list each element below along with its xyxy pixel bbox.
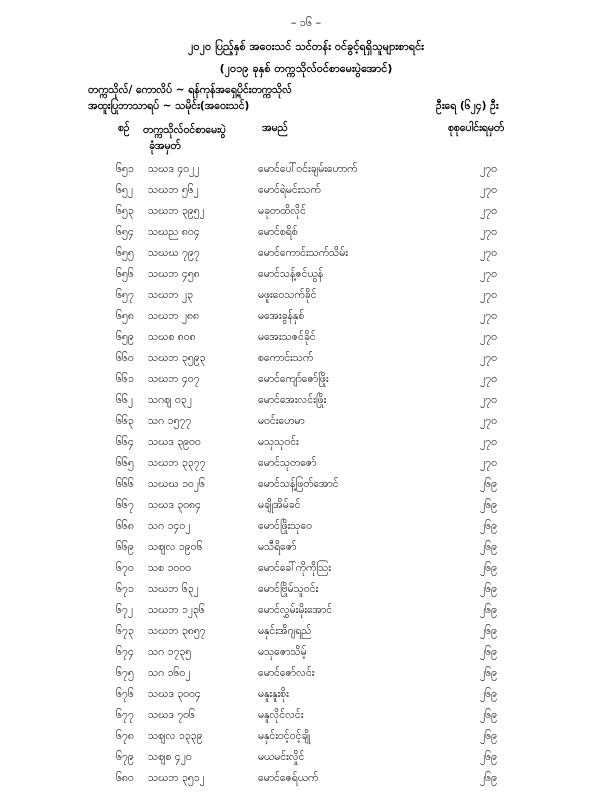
row-name: မနူလိုင်လင်း [258,709,304,721]
row-number: ၆၅၆ [116,268,134,280]
row-name: မောင်ကျော်ဇော်ဖြိုး [258,373,329,385]
row-name: မအေးသဇင်ခိုင် [258,331,316,343]
row-number: ၆၆၉ [116,541,134,553]
table-row [0,520,612,541]
table-row [0,604,612,625]
row-roll-number: သစ ၁၀၀၀ [148,562,192,574]
row-name: မောင်လွှမ်းမိုးအောင် [258,604,333,616]
major-line: အထူးပြုဘာသာရပ် ~ သမိုင်း(အဝေးသင်) [88,100,250,112]
table-row [0,625,612,646]
row-number: ၆၅၁ [116,163,134,175]
row-roll-number: သဃဘ ၄၅၈ [148,268,200,280]
table-row [0,541,612,562]
row-roll-number: သဃဘ ၁၂၃၆ [148,604,205,616]
table-row [0,667,612,688]
document-subtitle: (၂၀၁၉ ခုနှစ် တက္ကသိုလ်ဝင်စာမေးပွဲအောင်) [219,62,393,75]
row-roll-number: သဂ ၁၄၀၂ [148,520,191,532]
table-row [0,772,612,793]
column-header-roll-line2: ခုံအမှတ် [149,140,181,152]
row-number: ၆၇၃ [116,625,134,637]
row-amount: ၂၆၉ [480,478,497,490]
row-name: စကောင်းသက် [258,352,314,364]
row-roll-number: သဃဘ ၃၈၅၇ [148,625,206,637]
table-row [0,499,612,520]
row-amount: ၂၇၀ [480,163,497,175]
row-number: ၆၅၃ [116,205,134,217]
row-number: ၆၆၂ [116,394,133,406]
row-name: မသုဇောသိမ့် [258,646,307,658]
row-roll-number: သဃဘ ၆၃၂ [148,583,199,595]
row-roll-number: သဃဘ ၂၈၈ [148,310,199,322]
row-amount: ၂၆၉ [480,709,497,721]
row-roll-number: သဃည ၈၀၄ [148,226,200,238]
table-row [0,331,612,352]
row-roll-number: သဃဘ ၂၃ [148,289,193,301]
row-name: မနှင်းအိဂျရည် [258,625,312,637]
row-number: ၆၇၂ [116,604,133,616]
results-table [0,163,612,793]
row-amount: ၂၆၉ [480,730,497,742]
row-roll-number: သဈစ ၄၂၀ [148,751,192,763]
row-amount: ၂၇၀ [480,310,497,322]
table-row [0,310,612,331]
row-number: ၆၆၁ [116,373,134,385]
row-name: မောင်ရဲမင်းသက် [258,184,321,196]
column-header-no: စဉ် [118,122,130,134]
table-row [0,478,612,499]
row-number: ၆၅၅ [116,247,134,259]
column-header-name: အမည် [262,122,288,134]
row-number: ၆၅၂ [116,184,133,196]
document-title: ၂၀၂၀ ပြည့်နှစ် အဝေးသင် သင်တန်း ဝင်ခွင့်ရရှိသူများစာရင်း [188,40,424,53]
row-amount: ၂၆၉ [480,625,497,637]
row-number: ၆၅၇ [116,289,134,301]
row-number: ၆၆၇ [116,499,134,511]
row-name: မောင်သန့်ဖြတ်အောင် [258,478,339,490]
column-header-amount: စုစုပေါင်းရမှတ် [448,122,505,134]
row-name: မောင်စရိစ် [258,226,298,238]
table-row [0,352,612,373]
table-row [0,709,612,730]
row-roll-number: သဂဈ ၀၃၂ [148,394,192,406]
row-amount: ၂၆၉ [480,520,497,532]
row-roll-number: သဃဘ ၃၉၅၂ [148,205,205,217]
row-roll-number: သဃဘ ၄၀၇ [148,373,200,385]
row-amount: ၂၆၉ [480,667,497,679]
row-roll-number: သဃဘ ၃၅၉၃ [148,352,206,364]
row-name: မဖူးဝေသက်ခိုင် [258,289,317,301]
row-number: ၆၇၇ [116,709,134,721]
row-roll-number: သဃဘ ၅၆၂ [148,184,199,196]
table-row [0,730,612,751]
table-row [0,562,612,583]
row-roll-number: သဃဒ ၇၀၆ [148,709,195,721]
row-roll-number: သဃဘ ၃၃၇၇ [148,457,206,469]
column-header-roll-line1: တက္ကသိုလ်ဝင်စာမေးပွဲ [143,124,226,136]
row-amount: ၂၇၀ [480,268,497,280]
table-row [0,457,612,478]
row-amount: ၂၇၀ [480,352,497,364]
table-row [0,226,612,247]
row-name: မောင်သန့်ဇင်ယွန် [258,268,324,280]
row-amount: ၂၇၀ [480,226,497,238]
row-name: မယမင်းလှိုင် [258,751,305,763]
row-name: မနူးနူးစိုး [258,688,289,700]
table-row [0,247,612,268]
row-number: ၆၆၅ [116,457,134,469]
row-number: ၆၇၅ [116,667,134,679]
row-name: မောင်ကောင်းသက်သိမ်း [258,247,348,259]
row-number: ၆၇၆ [116,688,134,700]
row-amount: ၂၆၉ [480,562,497,574]
row-name: မောင်ပေါ်ဝင်းချမ်းဟောက် [258,163,358,175]
row-name: မောင်ဇေရ်ယက် [258,772,319,784]
row-amount: ၂၇၀ [480,394,497,406]
table-row [0,646,612,667]
row-amount: ၂၆၉ [480,646,497,658]
table-row [0,394,612,415]
row-roll-number: သဃဒ ၄၀၂၂ [148,163,200,175]
row-name: မချိုအိမ်ခင် [258,499,301,511]
total-count: ဦးရေ (၆၂၄) ဦး [436,100,499,112]
row-number: ၆၅၈ [116,310,134,322]
row-roll-number: သဃဒ ၃၉၀၀ [148,436,201,448]
row-amount: ၂၆၉ [480,772,497,784]
row-amount: ၂၇၀ [480,415,497,427]
row-roll-number: သဃစ ၈၀၈ [148,331,196,343]
table-row [0,415,612,436]
row-name: မောင်အေးလင်းဖြိုး [258,394,327,406]
row-number: ၆၇၉ [116,751,134,763]
row-roll-number: သဂ ၁၆၀၂ [148,667,191,679]
row-number: ၆၆၄ [116,436,134,448]
table-row [0,436,612,457]
row-number: ၆၆၀ [116,352,134,364]
table-row [0,583,612,604]
row-name: မသုသုဝင်း [258,436,299,448]
row-number: ၆၆၈ [116,520,134,532]
table-row [0,184,612,205]
row-name: မောင်ဖြိုးသုဝေ [258,520,313,532]
row-roll-number: သဃဃ ၇၉၇ [148,247,200,259]
row-amount: ၂၇၀ [480,373,497,385]
row-amount: ၂၆၉ [480,499,497,511]
row-amount: ၂၆၉ [480,583,497,595]
row-amount: ၂၆၉ [480,604,497,616]
row-name: မောင်ခေါ်ကိုကိုဩး [258,562,331,574]
row-name: မဝင်းဟေမာ [258,415,305,427]
row-amount: ၂၇၀ [480,331,497,343]
row-amount: ၂၇၀ [480,457,497,469]
row-roll-number: သဃဒ ၃၀၀၄ [148,688,201,700]
table-row [0,163,612,184]
row-number: ၆၇၄ [116,646,134,658]
row-amount: ၂၇၀ [480,205,497,217]
row-name: မောင်ဇော်လင်း [258,667,315,679]
row-number: ၆၇၀ [116,562,134,574]
row-roll-number: သဃဘ ၃၅၁၂ [148,772,205,784]
row-amount: ၂၇၀ [480,436,497,448]
page-number: – ၁၆ – [290,16,322,29]
row-number: ၆၇၁ [116,583,134,595]
row-name: မခုတထိလိုင် [258,205,306,217]
row-number: ၆၇၈ [116,730,134,742]
row-number: ၆၅၉ [116,331,134,343]
row-roll-number: သဂ ၁၅၇၇ [148,415,192,427]
row-name: မောင်သုတဇော် [258,457,317,469]
row-name: မနှင်းဝင့်ဝင့်ချို [258,730,311,742]
row-roll-number: သဂ ၁၇၃၅ [148,646,192,658]
row-number: ၆၅၄ [116,226,134,238]
row-name: မောင်ဗြိုမ်သူဝင်း [258,583,319,595]
row-name: မအေးခွန်နှစ် [258,310,305,322]
table-row [0,751,612,772]
row-amount: ၂၆၉ [480,688,497,700]
row-roll-number: သဃဃ ၁၀၂၆ [148,478,205,490]
row-number: ၆၈၀ [116,772,134,784]
row-roll-number: သဈလ ၁၃၃၉ [148,730,203,742]
table-row [0,289,612,310]
row-amount: ၂၇၀ [480,289,497,301]
row-roll-number: သဈလ ၁၉၀၆ [148,541,203,553]
column-header-roll [143,122,226,154]
row-number: ၆၆၆ [116,478,134,490]
row-roll-number: သဃဒ ၃၀၈၄ [148,499,201,511]
table-row [0,373,612,394]
university-line: တက္ကသိုလ်/ ကောလိပ် ~ ရန်ကုန်အရှေ့ပိုင်းတက္ကသိုလ် [88,84,292,96]
row-name: မသီရိဇော် [258,541,297,553]
row-amount: ၂၆၉ [480,751,497,763]
row-amount: ၂၇၀ [480,247,497,259]
table-row [0,268,612,289]
table-row [0,688,612,709]
table-row [0,205,612,226]
row-number: ၆၆၃ [116,415,134,427]
row-amount: ၂၇၀ [480,184,497,196]
row-amount: ၂၆၉ [480,541,497,553]
